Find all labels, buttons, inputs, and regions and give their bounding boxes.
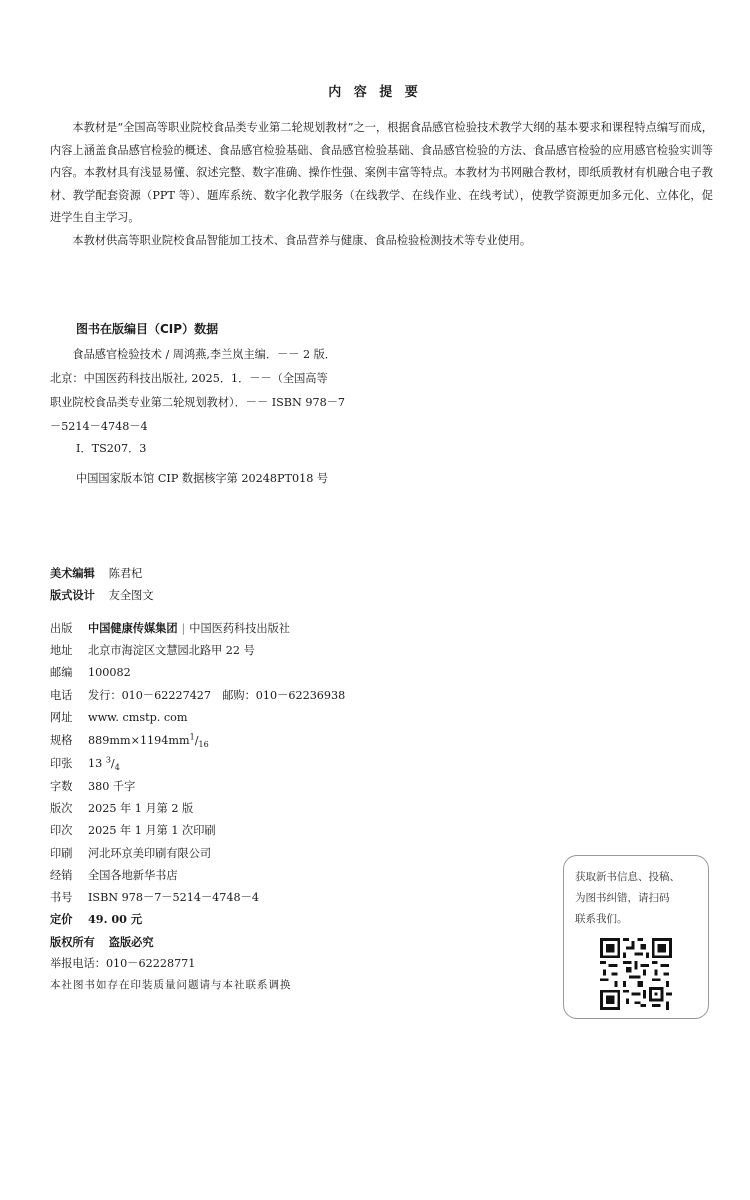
copyright-row [50, 934, 154, 950]
format-row: 规格 $889mm\times 1194mm^1/_{16}$ [50, 732, 209, 750]
website-value: www. cmstp. com [88, 711, 188, 724]
sheets-fraction-numerator: 3 [105, 755, 111, 765]
format-value: 889mm×1194mm [88, 734, 190, 747]
cip-heading: 图书在版编目（CIP）数据 [76, 322, 219, 336]
price-label: 定价 [50, 913, 73, 926]
quality-notice: 本社图书如存在印装质量问题请与本社联系调换 [50, 979, 292, 991]
format-fraction-denominator: 16 [198, 740, 209, 750]
price-value: 49. 00 元 [88, 912, 143, 926]
words-row [50, 778, 135, 794]
printer-label: 印刷 [50, 847, 73, 860]
cip-line-3: 职业院校食品类专业第二轮规划教材）．－－ ISBN 978－7 [50, 396, 346, 409]
website-label: 网址 [50, 711, 73, 724]
report-phone: 举报电话：010－62228771 [50, 957, 196, 970]
website-row [50, 709, 188, 725]
art-editor-row [50, 565, 142, 581]
summary-paragraph-1: 本教材是“全国高等职业院校食品类专业第二轮规划教材”之一，根据食品感官检验技术教学大纲的基本要求和课程特点编写而成，内容上涵盖食品感官检验的概述、食品感官检验基础、食品感官检验基础、食品感官检验的方法、食品感官检验的应用感官检验实训等内容。本教材具有浅显易懂、叙述完整、数字准确、操作性强、案例丰富等特点。本教材为书网融合教材，即纸质教材有机融合电子教材、教学配套资源（PPT 等）、题库系统、数字化教学服务（在线教学、在线作业、在线考试），使教学资源更加多元化、立体化，促进学生自主学习。 [50, 121, 713, 224]
art-editor-label: 美术编辑 [50, 567, 95, 580]
layout-design-row [50, 587, 154, 603]
publisher-label: 出版 [50, 622, 73, 635]
cip-line-1: 食品感官检验技术 / 周鸿燕,李兰岚主编．－－ 2 版． [72, 348, 336, 361]
summary-title: 内 容 提 要 [328, 85, 422, 100]
cip-record [50, 343, 362, 439]
sheets-value: 13 [88, 757, 103, 770]
sheets-row: 印张 13 $^3/_4$ [50, 755, 120, 773]
edition-label: 版次 [50, 802, 73, 815]
address-value: 北京市海淀区文慧园北路甲 22 号 [88, 644, 255, 657]
address-row [50, 642, 255, 658]
layout-design-label: 版式设计 [50, 589, 95, 602]
printing-value: 2025 年 1 月第 1 次印刷 [88, 824, 216, 837]
postcode-value: 100082 [88, 666, 131, 679]
postcode-label: 邮编 [50, 666, 73, 679]
isbn-label: 书号 [50, 891, 73, 904]
qr-card-text [575, 867, 705, 930]
distributor-value: 全国各地新华书店 [88, 869, 178, 882]
qr-code-icon[interactable] [600, 938, 672, 1010]
qr-card-line-3: 联系我们。 [575, 913, 628, 925]
piracy-notice: 盗版必究 [108, 936, 154, 949]
sheets-fraction-denominator: 4 [114, 763, 120, 773]
distributor-label: 经销 [50, 869, 73, 882]
printing-label: 印次 [50, 824, 73, 837]
edition-value: 2025 年 1 月第 2 版 [88, 802, 194, 815]
layout-design-value: 友全图文 [108, 589, 154, 602]
qr-card-line-1: 获取新书信息、投稿、 [575, 871, 680, 883]
edition-row [50, 800, 193, 816]
words-value: 380 千字 [88, 780, 136, 793]
price-row [50, 911, 142, 927]
qr-card-line-2: 为图书纠错，请扫码 [575, 892, 670, 904]
isbn-row [50, 889, 259, 905]
address-label: 地址 [50, 644, 73, 657]
words-label: 字数 [50, 780, 73, 793]
publisher-row [50, 620, 290, 636]
phone-label: 电话 [50, 689, 73, 702]
cip-line-2: 北京：中国医药科技出版社, 2025．1．－－（全国高等 [50, 372, 328, 385]
format-fraction-numerator: 1 [189, 732, 195, 742]
printing-row [50, 822, 216, 838]
qr-card [563, 855, 709, 1019]
printer-row [50, 845, 211, 861]
distributor-row [50, 867, 178, 883]
publisher-name: 中国医药科技出版社 [189, 622, 290, 635]
publisher-group: 中国健康传媒集团 [88, 621, 178, 635]
summary-paragraph-2: 本教材供高等职业院校食品智能加工技术、食品营养与健康、食品检验检测技术等专业使用。 [72, 233, 532, 247]
art-editor-value: 陈君杞 [108, 567, 143, 580]
postcode-row [50, 664, 131, 680]
sheets-label: 印张 [50, 757, 73, 770]
phone-value: 发行：010－62227427 邮购：010－62236938 [88, 689, 346, 702]
phone-row [50, 687, 345, 703]
cip-data-note: 中国国家版本馆 CIP 数据核字第 20248PT018 号 [76, 472, 329, 485]
format-label: 规格 [50, 734, 73, 747]
copyright-label: 版权所有 [50, 936, 95, 949]
summary-body [50, 117, 713, 252]
publisher-separator: | [181, 622, 186, 635]
cip-classification: Ⅰ．TS207．3 [76, 442, 147, 455]
isbn-value: ISBN 978－7－5214－4748－4 [88, 891, 259, 904]
cip-line-4: －5214－4748－4 [50, 420, 148, 433]
printer-value: 河北环京美印刷有限公司 [88, 847, 212, 860]
